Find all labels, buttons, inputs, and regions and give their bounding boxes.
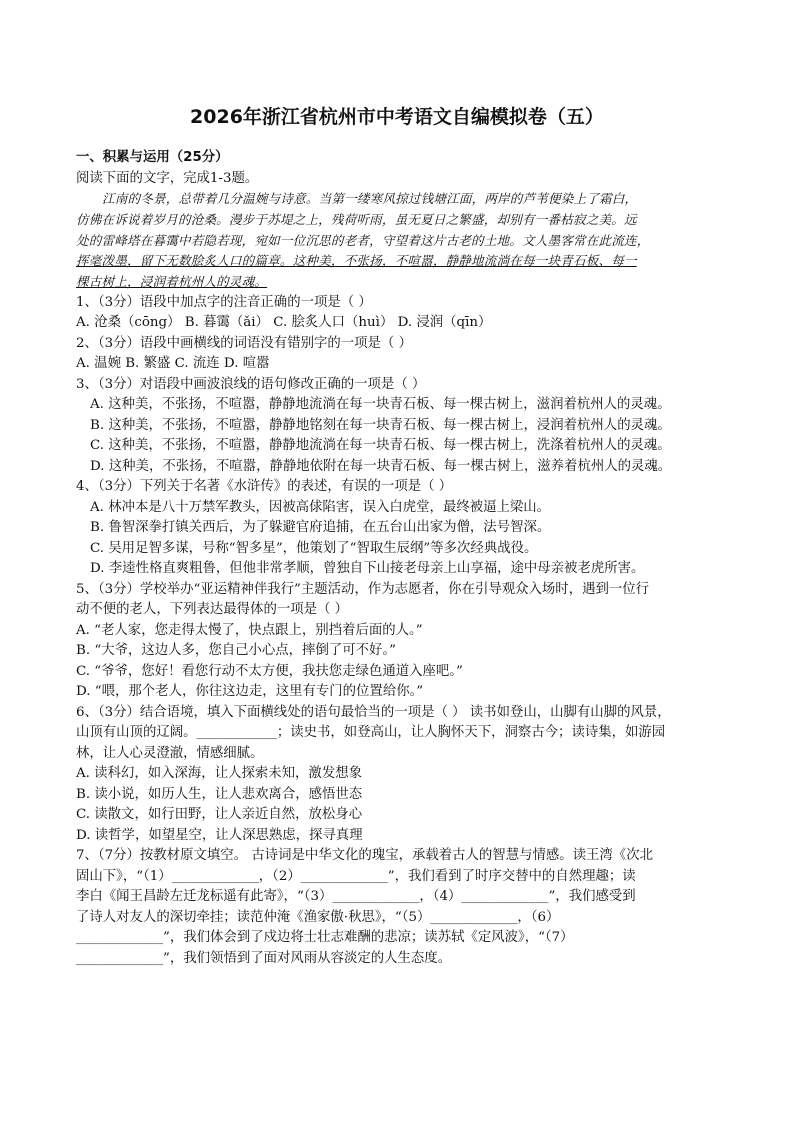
passage-line-wavy: 挥毫泼墨，留下无数脍炙人口的篇章。这种美，不张扬，不喧嚣，静静地流淌在每一块青石板、每一 — [76, 253, 637, 269]
q4-stem: 4、（3分）下列关于名著《水浒传》的表述，有误的一项是（ ） — [76, 479, 453, 495]
q5-stem-line: 动不便的老人，下列表达最得体的一项是（ ） — [76, 602, 349, 618]
q5-stem-line: 5、（3分）学校举办“亚运精神伴我行”主题活动，作为志愿者，你在引导观众入场时，遇到一位行 — [76, 581, 650, 597]
section-heading: 一、积累与运用（25分） — [76, 150, 229, 165]
q7-stem-line: 固山下》，“（1）_____________，（2）_____________”，我们看到了时序交替中的自然理趣；读 — [76, 868, 636, 884]
q3-option-c: C. 这种美，不张扬，不喧嚣，静静地流淌在每一块青石板、每一棵古树上，洗涤着杭州人的灵魂。 — [90, 438, 671, 454]
passage-line: 仿佛在诉说着岁月的沧桑。漫步于苏堤之上，残荷听雨，虽无夏日之繁盛，却别有一番枯寂之美。远 — [76, 211, 637, 227]
q7-stem-line: _____________”，我们体会到了戍边将士壮志难酬的悲凉；读苏轼《定风波》，“（7） — [76, 930, 574, 946]
q7-stem-line: 7、（7分）按教材原文填空。 古诗词是中华文化的瑰宝，承载着古人的智慧与情感。读王湾《次北 — [76, 848, 653, 864]
q2-options: A. 温婉 B. 繁盛 C. 流连 D. 喧嚣 — [76, 356, 270, 372]
section-instruction: 阅读下面的文字，完成1-3题。 — [76, 170, 259, 186]
page-title: 2026年浙江省杭州市中考语文自编模拟卷（五） — [190, 106, 604, 128]
q6-option-d: D. 读哲学，如望星空，让人深思熟虑，探寻真理 — [76, 827, 363, 843]
q6-stem-line: 6、（3分）结合语境，填入下面横线处的语句最恰当的一项是（ ） 读书如登山，山脚有山脚的风景， — [76, 704, 671, 720]
q4-option-b: B. 鲁智深拳打镇关西后，为了躲避官府追捕，在五台山出家为僧，法号智深。 — [90, 520, 551, 536]
q1-stem: 1、（3分）语段中加点字的注音正确的一项是（ ） — [76, 294, 372, 310]
q6-stem-line: 林，让人心灵澄澈，情感细腻。 — [76, 745, 264, 761]
q6-stem-line: 山顶有山顶的辽阔。____________；读史书，如登高山，让人胸怀天下，洞察古今；读诗集，如游园 — [76, 725, 666, 741]
q1-options: A. 沧桑（cōng） B. 暮霭（ǎi） C. 脍炙人口（huì） D. 浸润（qīn） — [76, 315, 492, 331]
reading-passage — [76, 189, 718, 293]
q3-option-b: B. 这种美，不张扬，不喧嚣，静静地铭刻在每一块青石板、每一棵古树上，浸润着杭州人的灵魂。 — [90, 417, 671, 433]
q5-option-a: A. “老人家，您走得太慢了，快点跟上，别挡着后面的人。” — [76, 622, 423, 638]
q4-option-d: D. 李逵性格直爽粗鲁，但他非常孝顺，曾独自下山接老母亲上山享福，途中母亲被老虎所害。 — [90, 561, 645, 577]
q5-option-d: D. “喂，那个老人，你往这边走，这里有专门的位置给你。” — [76, 684, 424, 700]
q7-stem-line: 李白《闻王昌龄左迁龙标遥有此寄》，“（3）_____________，（4）_____________”，我们感受到 — [76, 889, 636, 905]
q3-stem: 3、（3分）对语段中画波浪线的语句修改正确的一项是（ ） — [76, 376, 426, 392]
q6-option-a: A. 读科幻，如入深海，让人探索未知，激发想象 — [76, 766, 362, 782]
passage-line: 处的雷峰塔在暮霭中若隐若现，宛如一位沉思的老者，守望着这片古老的土地。文人墨客常在此流连， — [76, 232, 650, 248]
q5-option-c: C. “爷爷，您好！看您行动不太方便，我扶您走绿色通道入座吧。” — [76, 663, 463, 679]
q4-option-c: C. 吴用足智多谋，号称“智多星”，他策划了“智取生辰纲”等多次经典战役。 — [90, 540, 538, 556]
q3-option-a: A. 这种美，不张扬，不喧嚣，静静地流淌在每一块青石板、每一棵古树上，滋润着杭州人的灵魂。 — [90, 397, 671, 413]
q3-option-d: D. 这种美，不张扬，不喧嚣，静静地依附在每一块青石板、每一棵古树上，滋养着杭州人的灵魂。 — [90, 458, 672, 474]
q7-stem-line: _____________”，我们领悟到了面对风雨从容淡定的人生态度。 — [76, 950, 452, 966]
q6-option-b: B. 读小说，如历人生，让人悲欢离合，感悟世态 — [76, 786, 363, 802]
passage-line: 江南的冬景，总带着几分温婉与诗意。当第一缕寒风掠过钱塘江面，两岸的芦苇便染上了霜白， — [102, 191, 638, 206]
q7-stem-line: 了诗人对友人的深切牵挂；读范仲淹《渔家傲·秋思》，“（5）_____________，（6） — [76, 909, 560, 925]
q2-stem: 2、（3分）语段中画横线的词语没有错别字的一项是（ ） — [76, 335, 412, 351]
q6-option-c: C. 读散文，如行田野，让人亲近自然，放松身心 — [76, 807, 363, 823]
passage-line-wavy: 棵古树上，浸润着杭州人的灵魂。 — [76, 274, 268, 290]
q5-option-b: B. “大爷，这边人多，您自己小心点，摔倒了可不好。” — [76, 643, 396, 659]
q4-option-a: A. 林冲本是八十万禁军教头，因被高俅陷害，误入白虎堂，最终被逼上梁山。 — [90, 499, 551, 515]
exam-content — [76, 148, 718, 969]
